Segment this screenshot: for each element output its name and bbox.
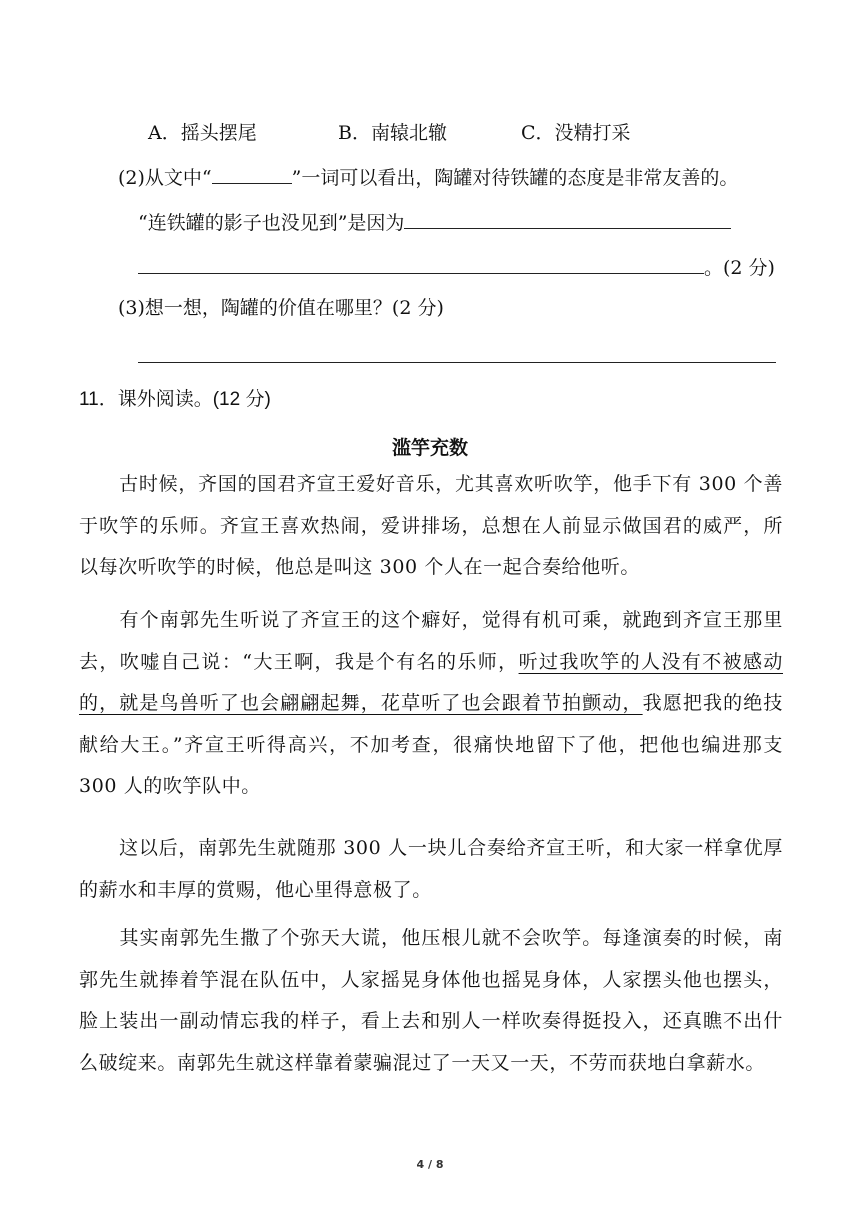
question-10-2-prefix: (2)从文中“ xyxy=(118,167,212,189)
answer-blank-value[interactable] xyxy=(138,344,776,363)
paragraph-4-text: 其实南郭先生撒了个弥天大谎，他压根儿就不会吹竽。每逢演奏的时候，南郭先生就捧着竽混在队伍中，人家摇晃身体他也摇晃身体，人家摆头他也摆头，脸上装出一副动情忘我的样子，看上去和别人一样吹奏得挺投入，还真瞧不出什么破绽来。南郭先生就这样靠着蒙骗混过了一天又一天，不劳而获地白拿薪水。 xyxy=(79,927,783,1074)
question-10-3-answer xyxy=(138,344,776,367)
paragraph-2-text-a: 有个南郭先生听说了齐宣王的这个癖好，觉得有机可乘，就跑到齐宣王那里去，吹嘘自己说：“大王啊，我是个有名的乐师， xyxy=(79,609,783,673)
question-10-2-reason xyxy=(138,210,731,233)
passage-paragraph-1 xyxy=(79,464,783,589)
option-c: C．没精打采 xyxy=(521,122,631,144)
question-10-3: (3)想一想，陶罐的价值在哪里？(2 分) xyxy=(118,297,444,319)
question-10-2-suffix: ”一词可以看出，陶罐对待铁罐的态度是非常友善的。 xyxy=(291,167,739,189)
page-number: 4 / 8 xyxy=(416,1158,444,1171)
answer-blank-reason-2[interactable] xyxy=(138,255,704,274)
paragraph-2-text-b: 我愿把我的绝技献给大王。”齐宣王听得高兴，不加考查，很痛快地留下了他，把他也编进那支 300 人的吹竽队中。 xyxy=(79,692,783,797)
question-11-label: 11．课外阅读。(12 分) xyxy=(79,389,271,410)
option-a: A．摇头摆尾 xyxy=(148,122,257,144)
question-10-2-reason-cont xyxy=(138,255,775,278)
score-note-2: 。(2 分) xyxy=(704,257,775,279)
answer-blank-word[interactable] xyxy=(212,165,292,184)
passage-paragraph-4 xyxy=(79,918,783,1084)
option-b: B．南辕北辙 xyxy=(338,122,447,144)
answer-blank-reason-1[interactable] xyxy=(404,210,731,229)
passage-title: 滥竽充数 xyxy=(391,437,468,459)
paragraph-1-text: 古时候，齐国的国君齐宣王爱好音乐，尤其喜欢听吹竽，他手下有 300 个善于吹竽的乐师。齐宣王喜欢热闹，爱讲排场，总想在人前显示做国君的威严，所以每次听吹竽的时候，他总是叫这 300 个人在一起合奏给他听。 xyxy=(79,473,783,578)
passage-paragraph-2 xyxy=(79,600,783,808)
passage-paragraph-3 xyxy=(79,828,783,911)
reason-prompt: “连铁罐的影子也没见到”是因为 xyxy=(138,212,405,234)
paragraph-3-text: 这以后，南郭先生就随那 300 人一块儿合奏给齐宣王听，和大家一样拿优厚的薪水和丰厚的赏赐，他心里得意极了。 xyxy=(79,837,783,901)
question-10-2 xyxy=(118,165,738,188)
underlined-sentence: 听过我吹竽的人没有不被感动的，就是鸟兽听了也会翩翩起舞，花草听了也会跟着节拍颤动， xyxy=(79,650,783,714)
